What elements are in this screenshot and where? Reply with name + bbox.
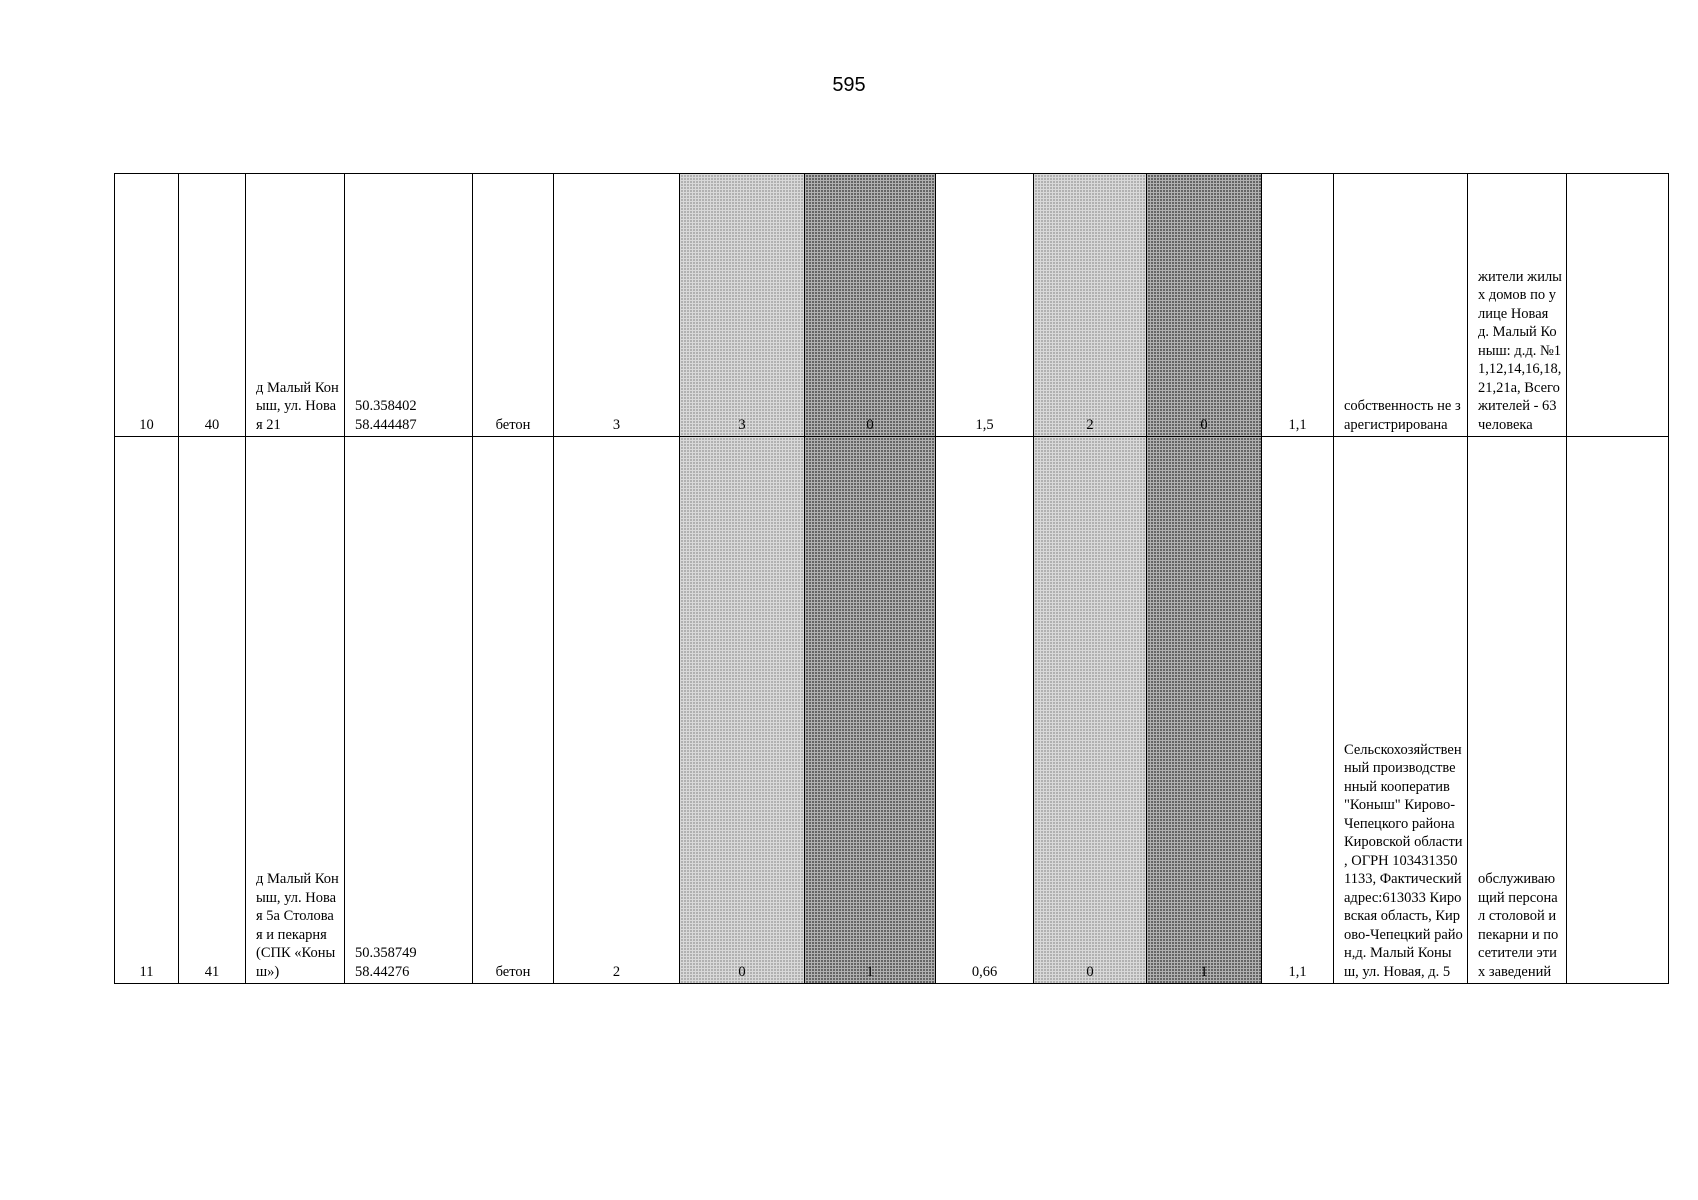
volume-cell: 0,66 — [936, 437, 1034, 984]
containers-other-cell: 1 — [805, 437, 936, 984]
address-cell: д Малый Коныш, ул. Новая 21 — [246, 174, 345, 437]
site-number-cell: 41 — [179, 437, 246, 984]
area-cell: 3 — [554, 174, 680, 437]
owner-cell: Сельскохозяйственный производственный кооператив "Коныш" Кирово-Чепецкого района Кировской области , ОГРН 1034313501133, Фактический адрес:613033 Кировская область, Кирово-Чепецкий район,д. Малый Коныш, ул. Новая, д. 5 — [1334, 437, 1468, 984]
row-index-cell: 10 — [115, 174, 179, 437]
table-row — [115, 174, 1669, 437]
site-number-cell: 40 — [179, 174, 246, 437]
address-cell: д Малый Коныш, ул. Новая 5а Столовая и пекарня (СПК «Коныш») — [246, 437, 345, 984]
count-b-cell: 1 — [1147, 437, 1262, 984]
surface-cell: бетон — [473, 437, 554, 984]
table-row — [115, 437, 1669, 984]
count-a-cell: 2 — [1034, 174, 1147, 437]
coordinates-cell: 50.358749 58.44276 — [345, 437, 473, 984]
containers-planned-cell: 0 — [680, 437, 805, 984]
page-number: 595 — [832, 74, 866, 96]
volume-cell: 1,5 — [936, 174, 1034, 437]
owner-cell: собственность не зарегистрирована — [1334, 174, 1468, 437]
containers-planned-cell: 3 — [680, 174, 805, 437]
container-volume-cell: 1,1 — [1262, 174, 1334, 437]
container-volume-cell: 1,1 — [1262, 437, 1334, 984]
containers-other-cell: 0 — [805, 174, 936, 437]
coordinates-cell: 50.358402 58.444487 — [345, 174, 473, 437]
count-a-cell: 0 — [1034, 437, 1147, 984]
row-index-cell: 11 — [115, 437, 179, 984]
waste-sources-cell: обслуживающий персонал столовой и пекарни и посетители этих заведений — [1468, 437, 1567, 984]
note-cell — [1567, 174, 1669, 437]
note-cell — [1567, 437, 1669, 984]
area-cell: 2 — [554, 437, 680, 984]
count-b-cell: 0 — [1147, 174, 1262, 437]
waste-site-register-table — [114, 173, 1669, 984]
surface-cell: бетон — [473, 174, 554, 437]
waste-sources-cell: жители жилых домов по улице Новая д. Малый Коныш: д.д. №11,12,14,16,18,21,21а, Всего жителей - 63 человека — [1468, 174, 1567, 437]
